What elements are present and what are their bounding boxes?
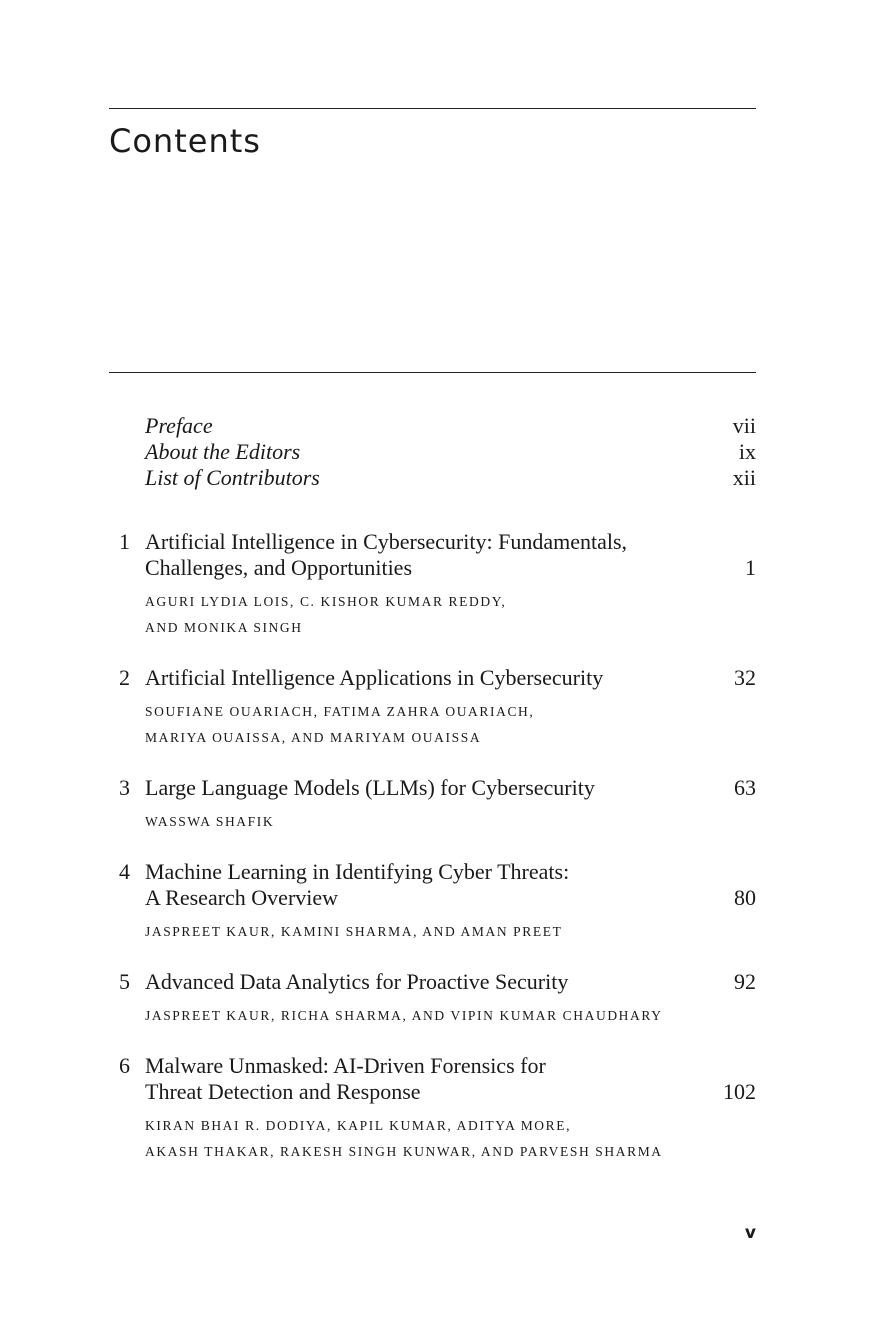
section-rule (109, 372, 756, 373)
chapter-authors: JASPREET KAUR, RICHA SHARMA, AND VIPIN KUMAR CHAUDHARY (145, 1008, 663, 1023)
chapter-page: 1 (745, 555, 756, 580)
toc-entry-page: ix (738, 439, 756, 464)
chapter-title: Large Language Models (LLMs) for Cybersecurity (145, 775, 595, 800)
toc-entry-about-editors[interactable] (145, 439, 756, 465)
chapter-title: Advanced Data Analytics for Proactive Security (145, 969, 569, 994)
chapter-authors: KIRAN BHAI R. DODIYA, KAPIL KUMAR, ADITYA MORE, AKASH THAKAR, RAKESH SINGH KUNWAR, AND PARVESH SHARMA (145, 1118, 663, 1159)
chapter-number: 4 (119, 859, 130, 884)
chapter-authors: JASPREET KAUR, KAMINI SHARMA, AND AMAN PREET (145, 924, 563, 939)
chapter-page: 63 (734, 775, 756, 800)
toc-entry-title: Preface (145, 413, 213, 438)
chapter-number: 6 (119, 1053, 130, 1078)
chapter-number: 2 (119, 665, 130, 690)
chapter-number: 5 (119, 969, 130, 994)
chapter-page: 80 (734, 885, 756, 910)
chapter-title: Artificial Intelligence in Cybersecurity: Fundamentals, Challenges, and Opportunities (145, 529, 628, 580)
toc-entry-preface[interactable] (145, 413, 756, 439)
chapter-title: Malware Unmasked: AI-Driven Forensics for Threat Detection and Response (145, 1053, 546, 1104)
toc-entry-title: List of Contributors (145, 465, 320, 490)
toc-entry-page: vii (732, 413, 756, 438)
chapter-title: Machine Learning in Identifying Cyber Threats: A Research Overview (145, 859, 570, 910)
toc-entry-title: About the Editors (145, 439, 301, 464)
chapter-authors: WASSWA SHAFIK (145, 814, 275, 829)
chapter-page: 92 (734, 969, 756, 994)
page-title: Contents (109, 122, 261, 160)
toc-entry-page: xii (732, 465, 756, 490)
page-number: v (744, 1223, 756, 1243)
top-rule (109, 108, 756, 109)
chapter-number: 3 (119, 775, 130, 800)
chapter-page: 32 (734, 665, 756, 690)
toc-entry-contributors[interactable] (145, 465, 756, 491)
chapter-authors: AGURI LYDIA LOIS, C. KISHOR KUMAR REDDY, AND MONIKA SINGH (145, 594, 507, 635)
chapter-title: Artificial Intelligence Applications in Cybersecurity (145, 665, 604, 690)
chapter-page: 102 (723, 1079, 756, 1104)
chapter-authors: SOUFIANE OUARIACH, FATIMA ZAHRA OUARIACH, MARIYA OUAISSA, AND MARIYAM OUAISSA (145, 704, 535, 745)
chapter-number: 1 (119, 529, 130, 554)
